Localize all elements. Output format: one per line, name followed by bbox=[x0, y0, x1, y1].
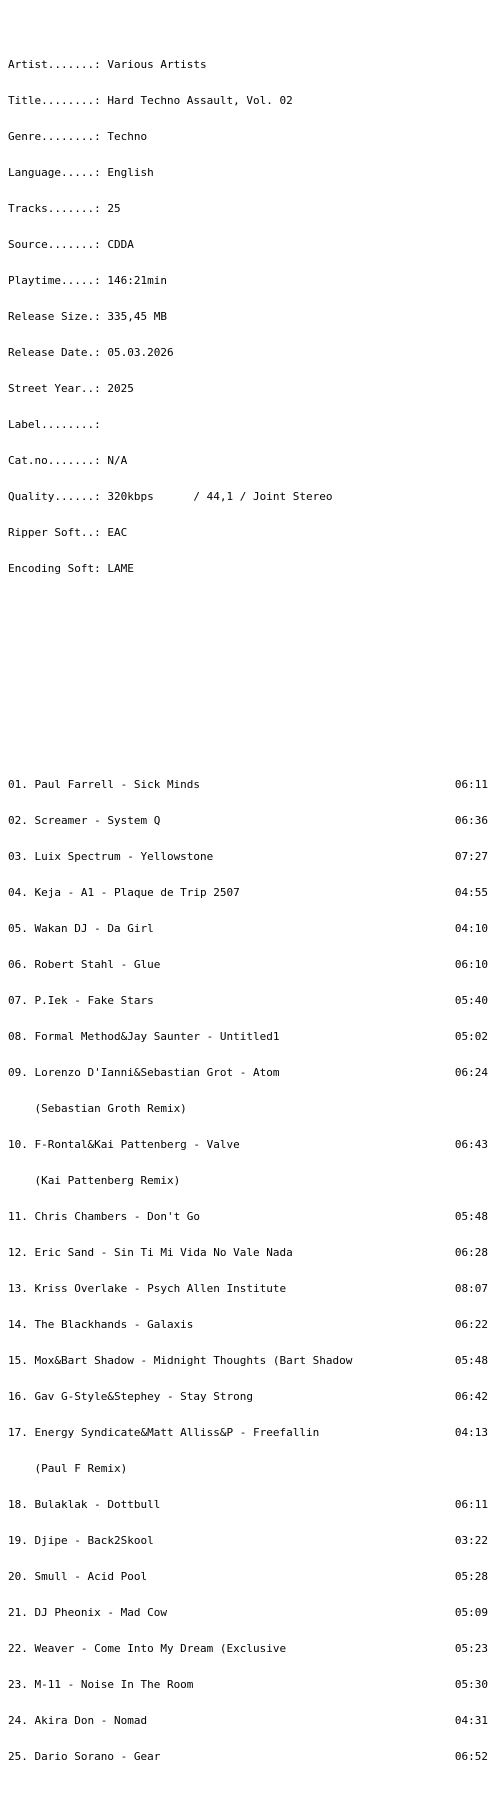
spacer bbox=[8, 671, 488, 683]
info-street-year: Street Year..: 2025 bbox=[8, 382, 134, 395]
track-row bbox=[8, 851, 488, 863]
track-row bbox=[8, 1643, 488, 1655]
track-time: 04:10 bbox=[454, 922, 488, 935]
track-title: 20. Smull - Acid Pool bbox=[8, 1570, 148, 1583]
info-cat-no: Cat.no.......: N/A bbox=[8, 454, 128, 467]
info-genre: Genre........: Techno bbox=[8, 130, 148, 143]
tracklist bbox=[8, 755, 488, 1787]
track-row bbox=[8, 779, 488, 791]
info-label: Label........: bbox=[8, 418, 101, 431]
info-encoding-soft: Encoding Soft: LAME bbox=[8, 562, 134, 575]
info-release-size: Release Size.: 335,45 MB bbox=[8, 310, 167, 323]
track-time: 06:10 bbox=[454, 958, 488, 971]
info-release-date: Release Date.: 05.03.2026 bbox=[8, 346, 174, 359]
track-time: 06:24 bbox=[454, 1066, 488, 1079]
track-title: (Paul F Remix) bbox=[8, 1462, 128, 1475]
info-tracks: Tracks.......: 25 bbox=[8, 202, 121, 215]
info-title: Title........: Hard Techno Assault, Vol. 02 bbox=[8, 94, 293, 107]
track-time: 05:28 bbox=[454, 1570, 488, 1583]
track-row bbox=[8, 1031, 488, 1043]
track-row-continuation bbox=[8, 1463, 488, 1475]
track-row bbox=[8, 959, 488, 971]
track-title: 22. Weaver - Come Into My Dream (Exclusive bbox=[8, 1642, 287, 1655]
track-row bbox=[8, 1355, 488, 1367]
track-title: 06. Robert Stahl - Glue bbox=[8, 958, 161, 971]
spacer bbox=[8, 707, 488, 719]
track-row bbox=[8, 1499, 488, 1511]
track-time: 04:55 bbox=[454, 886, 488, 899]
track-time: 04:31 bbox=[454, 1714, 488, 1727]
track-title: 23. M-11 - Noise In The Room bbox=[8, 1678, 194, 1691]
info-artist: Artist.......: Various Artists bbox=[8, 58, 207, 71]
track-title: (Sebastian Groth Remix) bbox=[8, 1102, 187, 1115]
track-row bbox=[8, 923, 488, 935]
track-time: 06:42 bbox=[454, 1390, 488, 1403]
track-title: 21. DJ Pheonix - Mad Cow bbox=[8, 1606, 167, 1619]
track-row bbox=[8, 1571, 488, 1583]
track-time: 06:28 bbox=[454, 1246, 488, 1259]
track-row bbox=[8, 1139, 488, 1151]
track-row bbox=[8, 995, 488, 1007]
track-time: 05:23 bbox=[454, 1642, 488, 1655]
track-row-continuation bbox=[8, 1175, 488, 1187]
track-time: 05:48 bbox=[454, 1354, 488, 1367]
track-time: 05:09 bbox=[454, 1606, 488, 1619]
track-time: 06:11 bbox=[454, 778, 488, 791]
track-title: 13. Kriss Overlake - Psych Allen Institute bbox=[8, 1282, 287, 1295]
track-title: 05. Wakan DJ - Da Girl bbox=[8, 922, 154, 935]
track-row bbox=[8, 815, 488, 827]
track-row bbox=[8, 1679, 488, 1691]
track-time: 05:30 bbox=[454, 1678, 488, 1691]
track-row bbox=[8, 1283, 488, 1295]
track-row bbox=[8, 1211, 488, 1223]
track-row bbox=[8, 1427, 488, 1439]
track-title: 11. Chris Chambers - Don't Go bbox=[8, 1210, 201, 1223]
release-info bbox=[8, 35, 488, 599]
track-row bbox=[8, 1067, 488, 1079]
track-title: 08. Formal Method&Jay Saunter - Untitled1 bbox=[8, 1030, 280, 1043]
track-title: 24. Akira Don - Nomad bbox=[8, 1714, 148, 1727]
track-row bbox=[8, 1391, 488, 1403]
track-title: 12. Eric Sand - Sin Ti Mi Vida No Vale Nada bbox=[8, 1246, 293, 1259]
track-title: 07. P.Iek - Fake Stars bbox=[8, 994, 154, 1007]
track-time: 05:40 bbox=[454, 994, 488, 1007]
info-language: Language.....: English bbox=[8, 166, 154, 179]
track-title: 16. Gav G-Style&Stephey - Stay Strong bbox=[8, 1390, 254, 1403]
info-ripper-soft: Ripper Soft..: EAC bbox=[8, 526, 128, 539]
track-time: 06:11 bbox=[454, 1498, 488, 1511]
track-title: 01. Paul Farrell - Sick Minds bbox=[8, 778, 201, 791]
track-title: 03. Luix Spectrum - Yellowstone bbox=[8, 850, 214, 863]
track-time: 05:48 bbox=[454, 1210, 488, 1223]
track-time: 03:22 bbox=[454, 1534, 488, 1547]
track-row bbox=[8, 1319, 488, 1331]
track-time: 04:13 bbox=[454, 1426, 488, 1439]
track-title: 25. Dario Sorano - Gear bbox=[8, 1750, 161, 1763]
track-row-continuation bbox=[8, 1103, 488, 1115]
track-row bbox=[8, 1535, 488, 1547]
track-title: 10. F-Rontal&Kai Pattenberg - Valve bbox=[8, 1138, 240, 1151]
track-time: 06:43 bbox=[454, 1138, 488, 1151]
info-source: Source.......: CDDA bbox=[8, 238, 134, 251]
track-title: 04. Keja - A1 - Plaque de Trip 2507 bbox=[8, 886, 240, 899]
track-title: 18. Bulaklak - Dottbull bbox=[8, 1498, 161, 1511]
track-title: (Kai Pattenberg Remix) bbox=[8, 1174, 181, 1187]
track-title: 09. Lorenzo D'Ianni&Sebastian Grot - Atom bbox=[8, 1066, 280, 1079]
track-row bbox=[8, 1715, 488, 1727]
track-title: 02. Screamer - System Q bbox=[8, 814, 161, 827]
track-row bbox=[8, 1607, 488, 1619]
info-playtime: Playtime.....: 146:21min bbox=[8, 274, 167, 287]
track-title: 19. Djipe - Back2Skool bbox=[8, 1534, 154, 1547]
track-time: 07:27 bbox=[454, 850, 488, 863]
track-time: 08:07 bbox=[454, 1282, 488, 1295]
track-row bbox=[8, 1247, 488, 1259]
track-row bbox=[8, 887, 488, 899]
track-title: 14. The Blackhands - Galaxis bbox=[8, 1318, 194, 1331]
track-time: 06:36 bbox=[454, 814, 488, 827]
track-time: 05:02 bbox=[454, 1030, 488, 1043]
track-title: 15. Mox&Bart Shadow - Midnight Thoughts (Bart Shadow bbox=[8, 1354, 353, 1367]
track-time: 06:52 bbox=[454, 1750, 488, 1763]
track-title: 17. Energy Syndicate&Matt Alliss&P - Freefallin bbox=[8, 1426, 320, 1439]
spacer bbox=[8, 635, 488, 647]
track-row bbox=[8, 1751, 488, 1763]
info-quality: Quality......: 320kbps / 44,1 / Joint Stereo bbox=[8, 490, 333, 503]
track-time: 06:22 bbox=[454, 1318, 488, 1331]
nfo-document bbox=[8, 11, 488, 1799]
